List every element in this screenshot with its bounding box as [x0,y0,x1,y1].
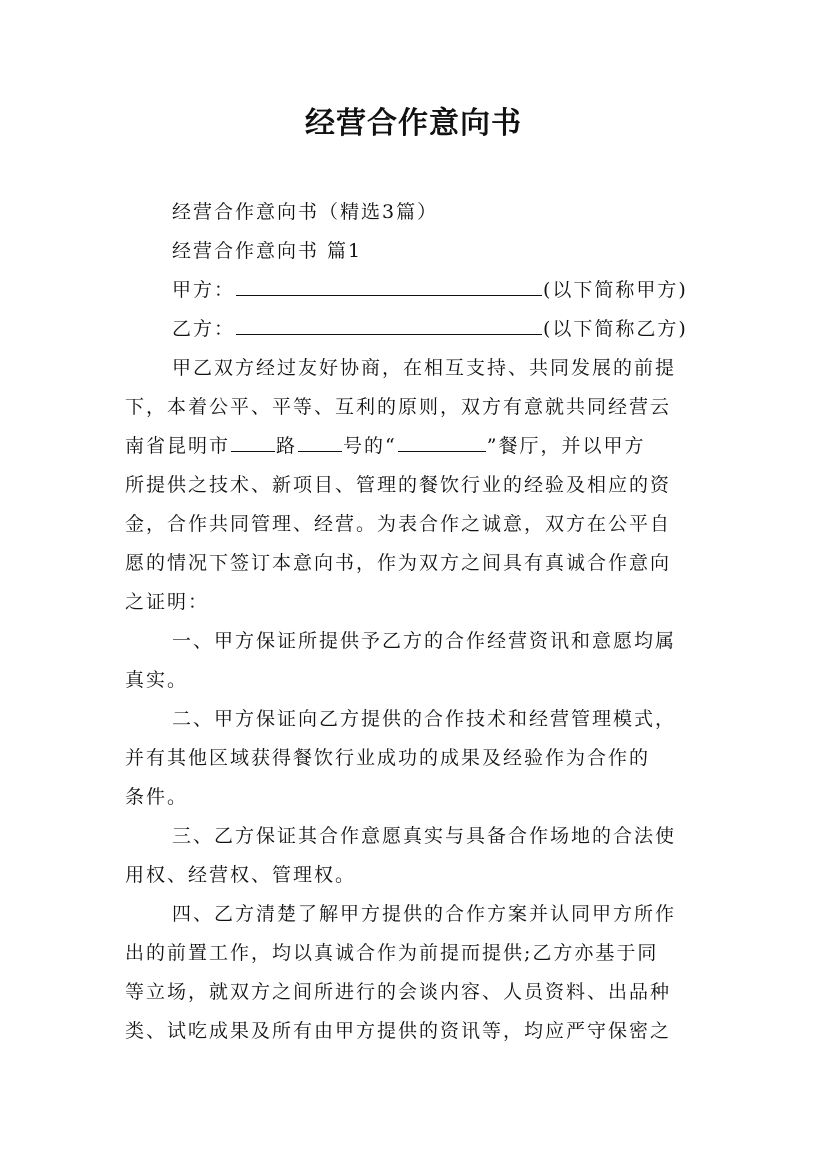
intro-line: 下，本着公平、平等、互利的原则，双方有意就共同经营云 [125,396,672,418]
clause-4-line: 出的前置工作，均以真诚合作为前提而提供;乙方亦基于同 [125,942,659,964]
party-a-label: 甲方： [172,279,236,301]
road-blank [231,433,275,452]
section-heading: 经营合作意向书 篇1 [172,240,363,262]
address-text-c: 号的“ [343,435,397,457]
party-a-line [172,276,772,304]
party-a-suffix: (以下简称甲方) [543,279,688,301]
clause-2-line: 条件。 [125,786,189,808]
party-b-label: 乙方： [172,318,236,340]
intro-line: 金，合作共同管理、经营。为表合作之诚意，双方在公平自 [125,513,672,535]
party-b-line [172,315,772,343]
intro-line: 甲乙双方经过友好协商，在相互支持、共同发展的前提 [172,357,677,379]
clause-4-line: 四、乙方清楚了解甲方提供的合作方案并认同甲方所作 [172,903,677,925]
intro-line: 所提供之技术、新项目、管理的餐饮行业的经验及相应的资 [125,474,672,496]
clause-2-line: 并有其他区域获得餐饮行业成功的成果及经验作为合作的 [125,747,651,769]
address-text-a: 南省昆明市 [125,435,231,457]
party-b-suffix: (以下简称乙方) [543,318,688,340]
party-a-blank [236,277,542,296]
clause-1-line: 一、甲方保证所提供予乙方的合作经营资讯和意愿均属 [172,630,677,652]
document-title: 经营合作意向书 [305,106,522,141]
clause-3-line: 三、乙方保证其合作意愿真实与具备合作场地的合法使 [172,825,677,847]
clause-4-line: 等立场，就双方之间所进行的会谈内容、人员资料、出品种 [125,981,672,1003]
clause-4-line: 类、试吃成果及所有由甲方提供的资讯等，均应严守保密之 [125,1020,672,1042]
party-b-blank [236,316,542,335]
address-text-b: 路 [276,435,298,457]
number-blank [298,433,342,452]
clause-3-line: 用权、经营权、管理权。 [125,864,357,886]
subtitle: 经营合作意向书（精选3篇） [172,201,439,223]
clause-1-line: 真实。 [125,669,189,691]
intro-line: 愿的情况下签订本意向书，作为双方之间具有真诚合作意向 [125,552,672,574]
clause-2-line: 二、甲方保证向乙方提供的合作技术和经营管理模式， [172,708,677,730]
address-text-d: ”餐厅，并以甲方 [486,435,646,457]
address-line [125,432,725,460]
intro-line: 之证明： [125,591,210,613]
restaurant-name-blank [398,433,486,452]
